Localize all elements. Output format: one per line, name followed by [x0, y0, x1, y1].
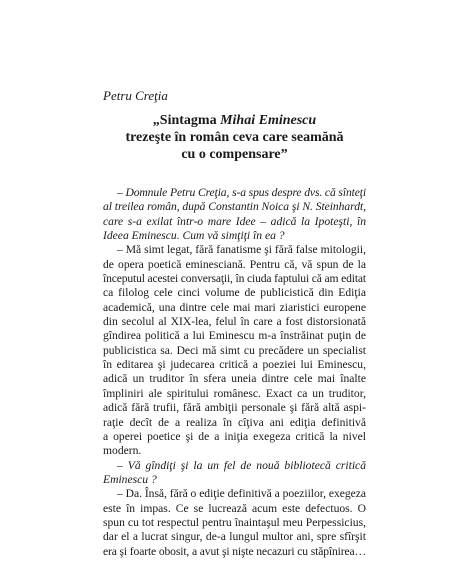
answer-1-line: din secolul al XIX-lea, felul în care a fost distorsionată	[103, 315, 366, 329]
answer-2-line: este în impas. Ce se lucrează acum este defectuos. O	[103, 501, 366, 515]
answer-1-line: ca filolog cele cinci volume de publicistică din Ediţia	[103, 286, 366, 300]
interview-title	[103, 112, 366, 163]
title-line-3: cu o compensare”	[181, 147, 288, 162]
answer-1-line: începutul acestei conversaţii, în ciuda faptului că am editat	[103, 272, 366, 286]
answer-1-line: academică, una dintre cele mai mari ziaristici europene	[103, 300, 366, 314]
answer-1-line: publicistica sa. Deci mă simt cu precădere un specialist	[103, 343, 366, 357]
title-line-2: trezeşte în român ceva care seamănă	[125, 130, 344, 145]
answer-2-line: era şi foarte obosit, a avut şi nişte necazuri cu stăpînirea…	[103, 544, 366, 558]
question-2-line: – Vă gîndiţi şi la un fel de nouă bibliotecă critică	[117, 458, 366, 472]
question-1-line: care s-a exilat într-o mare Idee – adică la Ipoteşti, în	[103, 214, 366, 228]
question-1-line: Ideea Eminescu. Cum vă simţiţi în ea ?	[103, 229, 285, 243]
question-2	[103, 459, 366, 488]
question-2-line: Eminescu ?	[103, 472, 157, 486]
answer-1-line: modern.	[103, 444, 142, 458]
interview-body	[103, 186, 366, 559]
answer-1	[103, 243, 366, 458]
question-1	[103, 186, 366, 243]
author-name: Petru Creţia	[103, 88, 168, 103]
answer-1-line: gîndirea politică a lui Eminescu m-a înstrăinat puţin de	[103, 329, 366, 343]
answer-2-line: spun cu tot respectul pentru înaintaşul meu Perpessicius,	[103, 515, 366, 529]
answer-2-line: dar el a lucrat singur, de-a lungul multor ani, spre sfîrşit	[103, 530, 366, 544]
answer-1-line: de opera poetică eminesciană. Pentru că, vă spun de la	[103, 257, 366, 271]
answer-1-line: în editarea şi judecarea critică a poeziei lui Eminescu,	[103, 358, 366, 372]
title-line-1-text: „Sintagma	[152, 113, 221, 128]
question-1-line: – Domnule Petru Creţia, s-a spus despre dvs. că sînteţi	[117, 186, 366, 199]
title-line-1-italic: Mihai Eminescu	[220, 113, 317, 128]
title-line-1	[103, 112, 366, 129]
answer-1-line: – Mă simt legat, fără fanatisme şi fără false mitologii,	[117, 243, 366, 257]
answer-1-line: raţie decît de a realiza în cîţiva ani ediţia definitivă	[103, 415, 366, 429]
answer-2-line: – Da. Însă, fără o ediţie definitivă a poeziilor, exegeza	[117, 487, 366, 501]
question-1-line: al treilea român, după Constantin Noica şi N. Steinhardt,	[103, 200, 366, 214]
answer-2	[103, 487, 366, 559]
answer-1-line: adică un truditor în sfera uneia dintre cele mai înalte	[103, 372, 366, 386]
answer-1-line: a operei poetice şi de a iniţia exegeza critică la nivel	[103, 429, 366, 443]
answer-1-line: împliniri ale spiritului românesc. Exact ca un truditor,	[103, 386, 366, 400]
answer-1-line: adică fără trufii, fără ambiţii personale şi fără altă aspi-	[103, 401, 366, 415]
